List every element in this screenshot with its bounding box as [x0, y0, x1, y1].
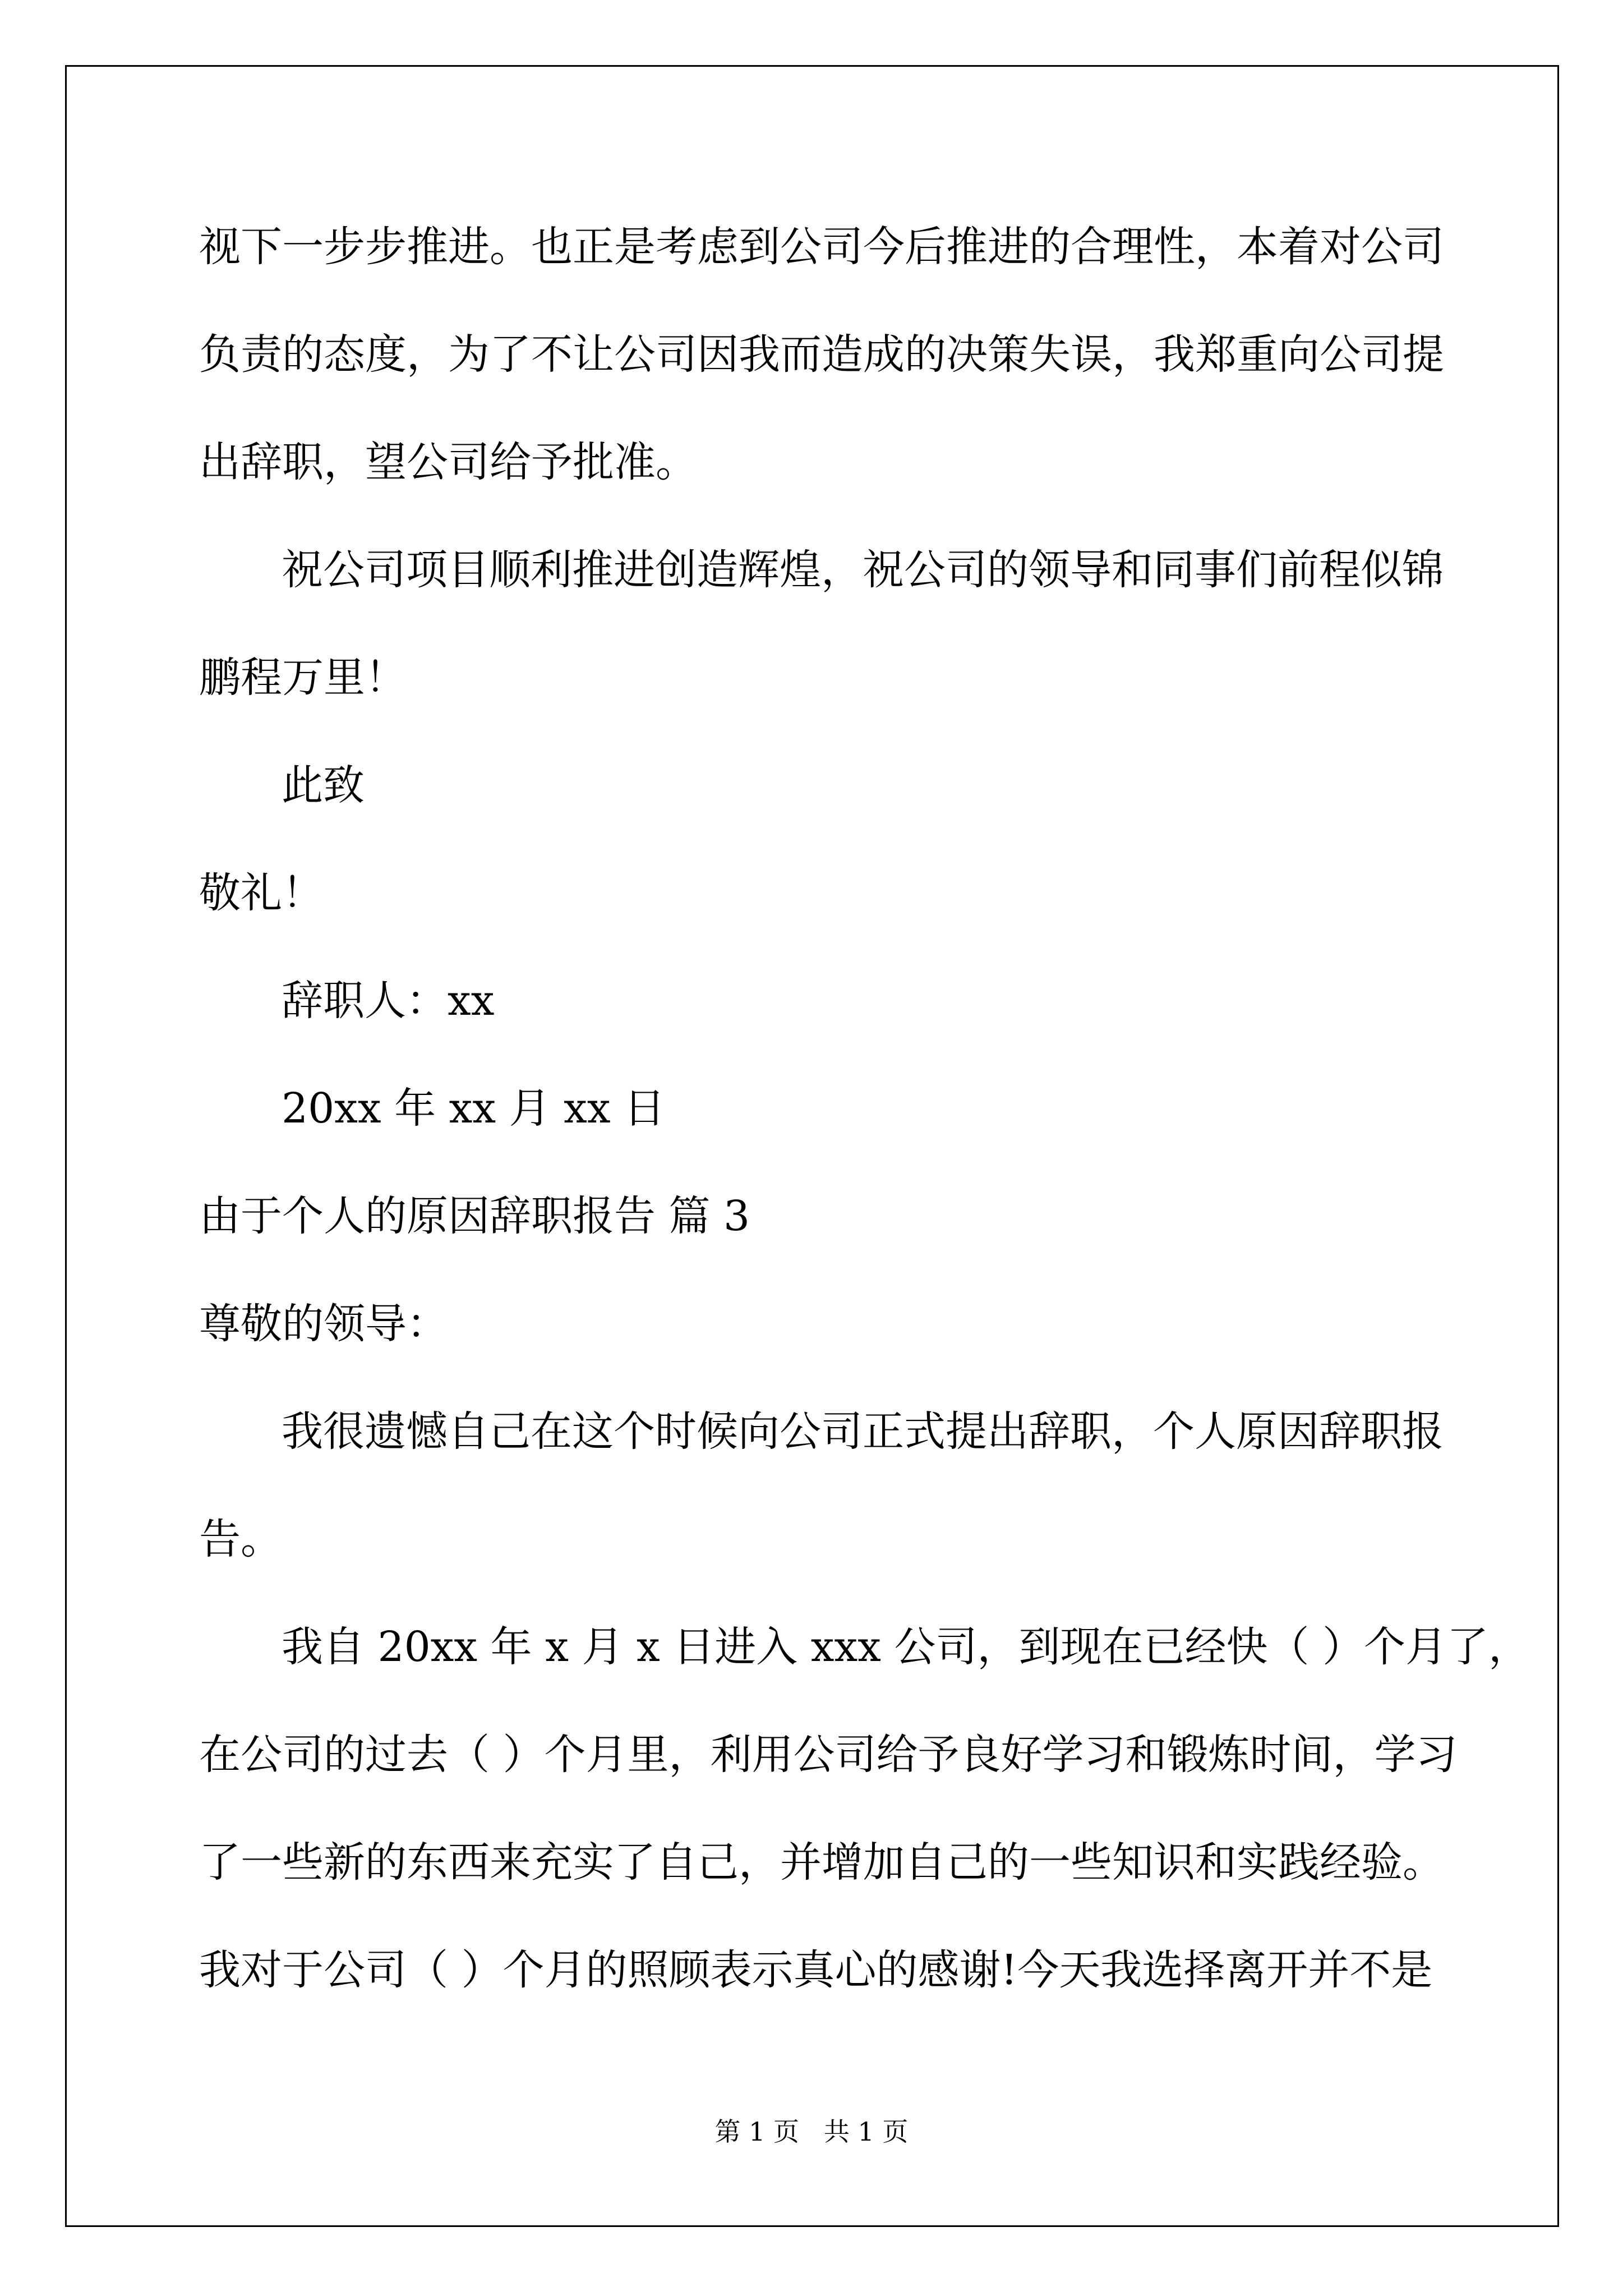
text-line: 出辞职，望公司给予批准。 — [199, 438, 697, 486]
text-line: 我对于公司（ ）个月的照顾表示真心的感谢!今天我选择离开并不是 — [199, 1946, 1433, 1994]
text-line: 在公司的过去（ ）个月里，利用公司给予良好学习和锻炼时间，学习 — [199, 1731, 1458, 1779]
text-line: 20xx 年 xx 月 xx 日 — [282, 1084, 666, 1133]
text-line: 了一些新的东西来充实了自己，并增加自己的一些知识和实践经验。 — [199, 1838, 1444, 1887]
text-line: 祝公司项目顺利推进创造辉煌，祝公司的领导和同事们前程似锦 — [282, 546, 1444, 594]
text-line: 我很遗憾自己在这个时候向公司正式提出辞职，个人原因辞职报 — [282, 1407, 1444, 1456]
text-line: 视下一步步推进。也正是考虑到公司今后推进的合理性，本着对公司 — [199, 223, 1444, 271]
text-line: 此致 — [282, 761, 365, 809]
text-line: 负责的态度，为了不让公司因我而造成的决策失误，我郑重向公司提 — [199, 330, 1444, 379]
text-line: 敬礼！ — [199, 869, 324, 917]
text-line: 鹏程万里！ — [199, 654, 407, 702]
text-line: 告。 — [199, 1515, 282, 1563]
page-footer: 第 1 页 共 1 页 — [714, 2116, 909, 2147]
text-line: 辞职人：xx — [282, 977, 495, 1025]
text-line: 我自 20xx 年 x 月 x 日进入 xxx 公司，到现在已经快（ ）个月了， — [282, 1623, 1530, 1671]
page-border — [65, 65, 1559, 2227]
text-line: 尊敬的领导： — [199, 1300, 448, 1348]
text-line: 由于个人的原因辞职报告 篇 3 — [199, 1192, 750, 1240]
